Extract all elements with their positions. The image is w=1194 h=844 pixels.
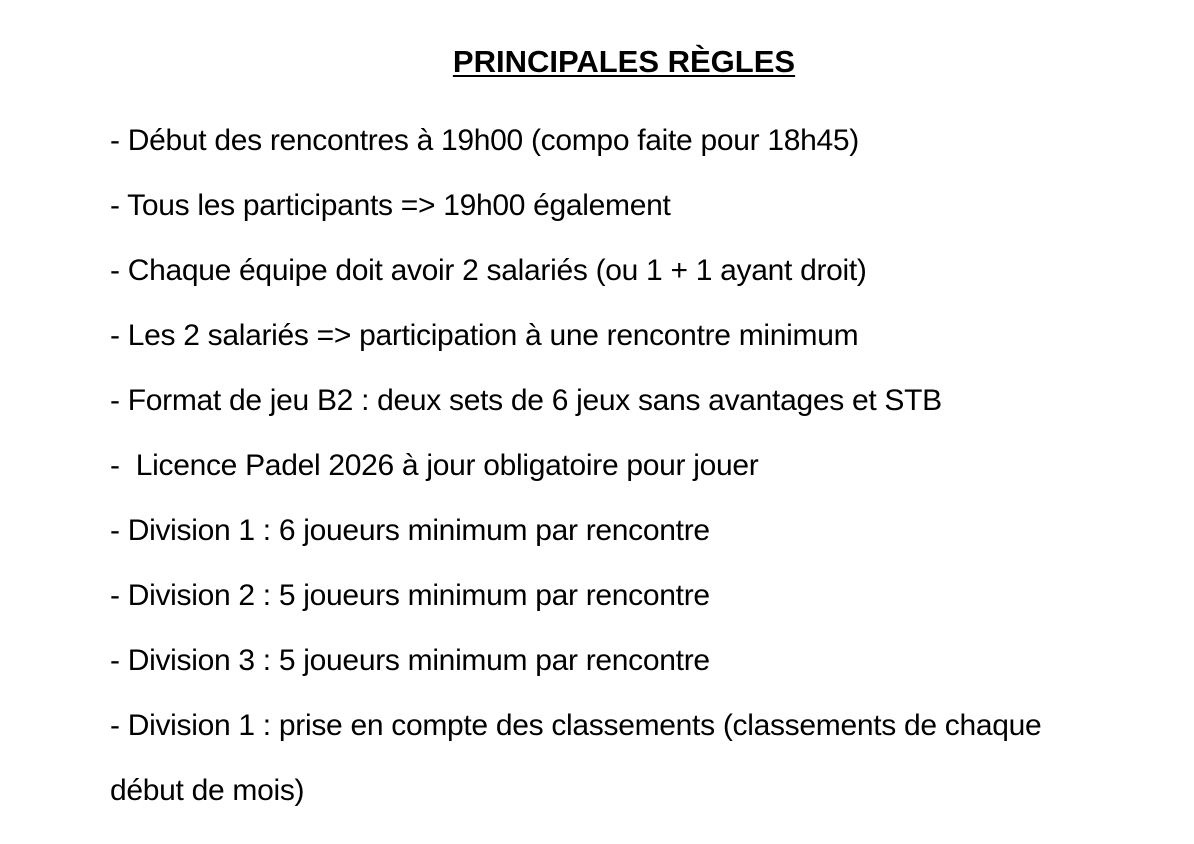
rule-item-team-employees: - Chaque équipe doit avoir 2 salariés (ou 1 + 1 ayant droit) xyxy=(110,254,867,287)
rule-item-employee-participation: - Les 2 salariés => participation à une rencontre minimum xyxy=(110,319,859,352)
rule-item-participants: - Tous les participants => 19h00 également xyxy=(110,189,671,222)
rule-item-licence: - Licence Padel 2026 à jour obligatoire pour jouer xyxy=(110,449,759,482)
rule-item-division-2-players: - Division 2 : 5 joueurs minimum par rencontre xyxy=(110,579,710,612)
page-title: PRINCIPALES RÈGLES xyxy=(452,44,796,79)
rule-item-division-1-players: - Division 1 : 6 joueurs minimum par rencontre xyxy=(110,514,710,547)
rule-item-division-3-players: - Division 3 : 5 joueurs minimum par rencontre xyxy=(110,644,710,677)
rule-item-game-format: - Format de jeu B2 : deux sets de 6 jeux sans avantages et STB xyxy=(110,384,942,417)
rules-list xyxy=(110,108,1120,823)
rule-item-division-1-rankings: - Division 1 : prise en compte des classements (classements de chaque début de mois) xyxy=(110,709,1042,807)
rule-item-start-time: - Début des rencontres à 19h00 (compo faite pour 18h45) xyxy=(110,124,859,157)
